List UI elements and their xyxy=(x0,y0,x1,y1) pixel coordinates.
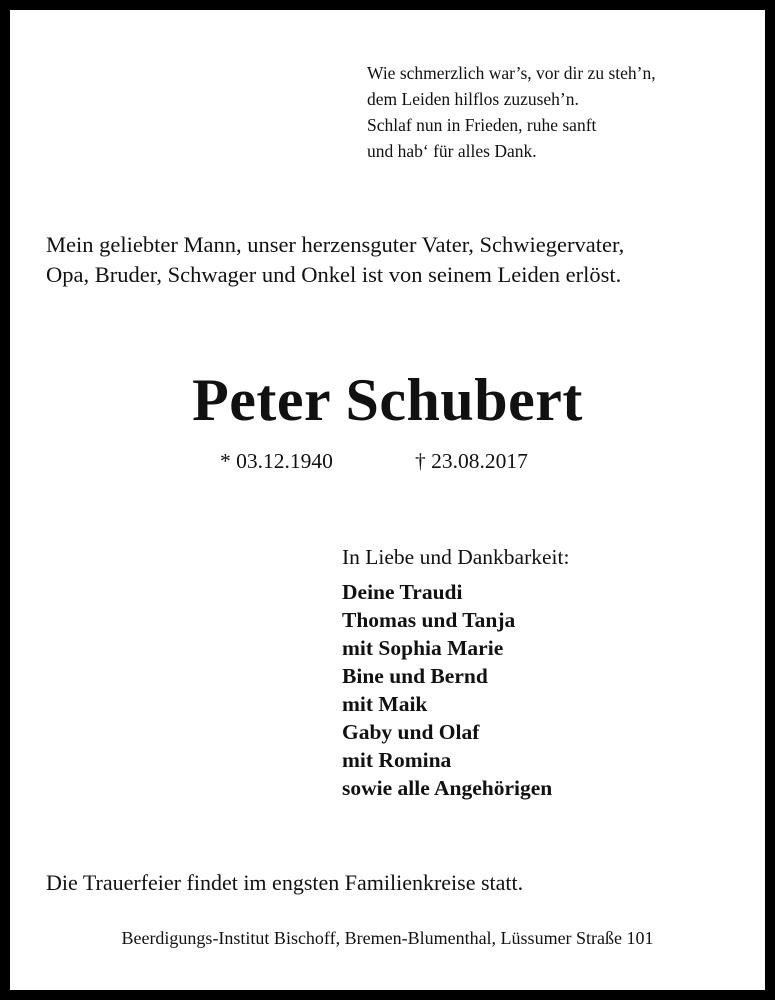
poem-line: und hab‘ für alles Dank. xyxy=(367,141,537,161)
mourner-name: Bine und Bernd xyxy=(342,664,488,688)
mourner-name: Deine Traudi xyxy=(342,580,463,604)
mourner-name: mit Maik xyxy=(342,692,428,716)
undertaker-info: Beerdigungs-Institut Bischoff, Bremen-Blumenthal, Lüssumer Straße 101 xyxy=(121,928,654,948)
birth-date: * 03.12.1940 xyxy=(220,449,333,473)
intro-text xyxy=(46,230,766,290)
mourner-name: Thomas und Tanja xyxy=(342,608,516,632)
mourner-name: mit Romina xyxy=(342,748,452,772)
ceremony-notice: Die Trauerfeier findet im engsten Familienkreise statt. xyxy=(46,870,524,895)
intro-line: Mein geliebter Mann, unser herzensguter Vater, Schwiegervater, xyxy=(46,232,625,257)
poem-line: Schlaf nun in Frieden, ruhe sanft xyxy=(367,115,597,135)
mourner-name: Gaby und Olaf xyxy=(342,720,480,744)
death-date: † 23.08.2017 xyxy=(415,449,528,473)
poem-verse xyxy=(367,60,747,164)
poem-line: Wie schmerzlich war’s, vor dir zu steh’n, xyxy=(367,63,656,83)
mourner-name: mit Sophia Marie xyxy=(342,636,504,660)
deceased-name: Peter Schubert xyxy=(192,367,583,433)
mourner-name: sowie alle Angehörigen xyxy=(342,776,553,800)
mourners-heading: In Liebe und Dankbarkeit: xyxy=(342,545,570,569)
intro-line: Opa, Bruder, Schwager und Onkel ist von seinem Leiden erlöst. xyxy=(46,262,622,287)
mourners-list xyxy=(342,578,552,802)
poem-line: dem Leiden hilflos zuzuseh’n. xyxy=(367,89,579,109)
